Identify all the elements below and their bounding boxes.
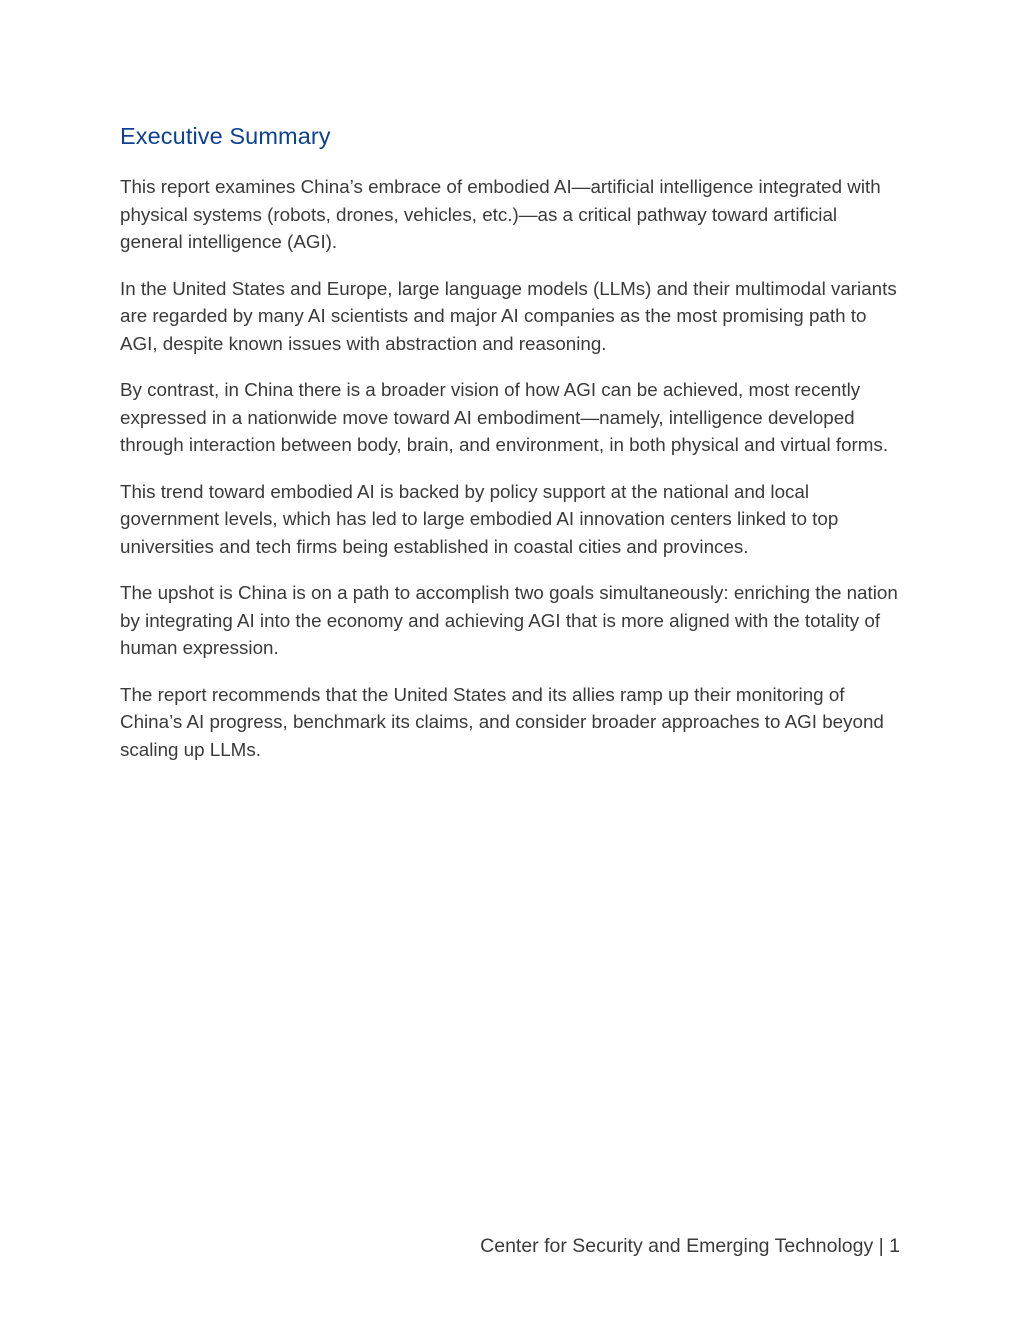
paragraph-2: In the United States and Europe, large language models (LLMs) and their multimodal variants are regarded by many AI scientists and major AI companies as the most promising path to AGI, despite known issues with abstraction and reasoning. — [120, 277, 897, 354]
paragraph-6: The report recommends that the United States and its allies ramp up their monitoring of China’s AI progress, benchmark its claims, and consider broader approaches to AGI beyond scaling up LLMs. — [120, 683, 884, 760]
page-footer: Center for Security and Emerging Technology | 1 — [480, 1235, 900, 1257]
paragraph-5: The upshot is China is on a path to accomplish two goals simultaneously: enriching the nation by integrating AI into the economy and achieving AGI that is more aligned with the totality of human expression. — [120, 582, 898, 658]
paragraph-3: By contrast, in China there is a broader vision of how AGI can be achieved, most recently expressed in a nationwide move toward AI embodiment—namely, intelligence developed through interaction between body, brain, and environment, in both physical and virtual forms. — [120, 379, 889, 455]
document-body — [120, 121, 902, 782]
section-heading: Executive Summary — [120, 123, 331, 149]
paragraph-4: This trend toward embodied AI is backed by policy support at the national and local government levels, which has led to large embodied AI innovation centers linked to top universities and tech firms being established in coastal cities and provinces. — [120, 480, 839, 557]
paragraph-1: This report examines China’s embrace of embodied AI—artificial intelligence integrated with physical systems (robots, drones, vehicles, etc.)—as a critical pathway toward artificial general intelligence (AGI). — [120, 176, 881, 252]
